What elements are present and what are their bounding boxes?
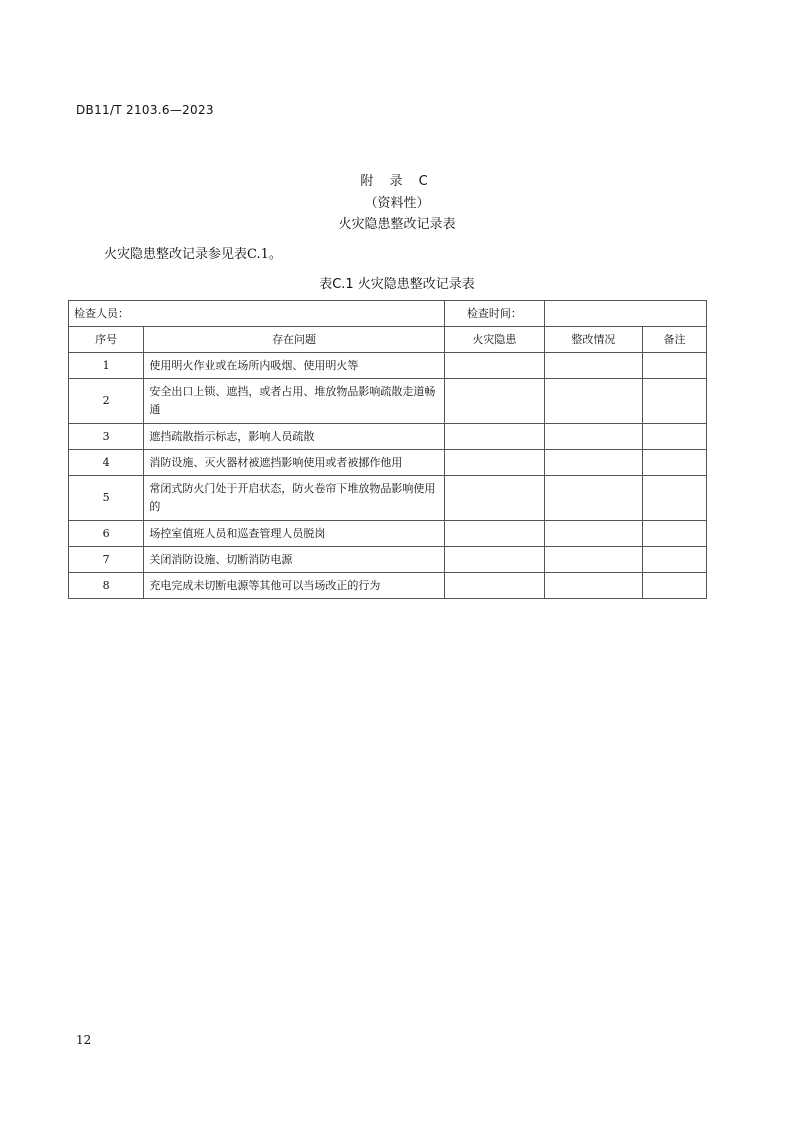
inspector-row: [69, 301, 707, 327]
table-row: [69, 353, 707, 379]
row-hazard-cell[interactable]: [444, 424, 544, 450]
row-seq: 7: [69, 547, 144, 573]
table-row: [69, 379, 707, 424]
table-row: [69, 424, 707, 450]
row-hazard-cell[interactable]: [444, 476, 544, 521]
row-issue: 常闭式防火门处于开启状态，防火卷帘下堆放物品影响使用的: [144, 476, 444, 521]
inspector-label: 检查人员：: [69, 301, 445, 327]
fire-hazard-record-table: [68, 300, 707, 599]
row-seq: 6: [69, 521, 144, 547]
row-issue: 遮挡疏散指示标志，影响人员疏散: [144, 424, 444, 450]
page-number: 12: [76, 1033, 92, 1047]
row-hazard-cell[interactable]: [444, 573, 544, 599]
annex-title: 附 录 C: [360, 174, 434, 189]
row-issue: 充电完成未切断电源等其他可以当场改正的行为: [144, 573, 444, 599]
annex-name: 火灾隐患整改记录表: [338, 217, 456, 232]
row-note-cell[interactable]: [642, 573, 706, 599]
column-header-hazard: 火灾隐患: [444, 327, 544, 353]
column-header-seq: 序号: [69, 327, 144, 353]
row-note-cell[interactable]: [642, 521, 706, 547]
row-status-cell[interactable]: [544, 547, 642, 573]
row-hazard-cell[interactable]: [444, 547, 544, 573]
row-status-cell[interactable]: [544, 476, 642, 521]
row-seq: 4: [69, 450, 144, 476]
row-status-cell[interactable]: [544, 353, 642, 379]
table-row: [69, 521, 707, 547]
row-status-cell[interactable]: [544, 379, 642, 424]
row-issue: 安全出口上锁、遮挡，或者占用、堆放物品影响疏散走道畅通: [144, 379, 444, 424]
row-note-cell[interactable]: [642, 353, 706, 379]
row-status-cell[interactable]: [544, 521, 642, 547]
row-seq: 8: [69, 573, 144, 599]
row-note-cell[interactable]: [642, 476, 706, 521]
row-issue: 关闭消防设施、切断消防电源: [144, 547, 444, 573]
column-header-status: 整改情况: [544, 327, 642, 353]
row-issue: 消防设施、灭火器材被遮挡影响使用或者被挪作他用: [144, 450, 444, 476]
row-note-cell[interactable]: [642, 424, 706, 450]
table-row: [69, 547, 707, 573]
row-hazard-cell[interactable]: [444, 379, 544, 424]
row-hazard-cell[interactable]: [444, 521, 544, 547]
inspection-time-label: 检查时间：: [444, 301, 544, 327]
header-row: [69, 327, 707, 353]
row-seq: 1: [69, 353, 144, 379]
table-row: [69, 450, 707, 476]
row-note-cell[interactable]: [642, 450, 706, 476]
row-status-cell[interactable]: [544, 573, 642, 599]
row-seq: 3: [69, 424, 144, 450]
row-status-cell[interactable]: [544, 424, 642, 450]
annex-subtitle: （资料性）: [364, 196, 430, 211]
row-hazard-cell[interactable]: [444, 353, 544, 379]
row-seq: 2: [69, 379, 144, 424]
row-status-cell[interactable]: [544, 450, 642, 476]
document-code: DB11/T 2103.6—2023: [76, 103, 214, 117]
table-row: [69, 476, 707, 521]
column-header-issue: 存在问题: [144, 327, 444, 353]
intro-paragraph: 火灾隐患整改记录参见表C.1。: [104, 247, 282, 262]
column-header-note: 备注: [642, 327, 706, 353]
table-row: [69, 573, 707, 599]
row-seq: 5: [69, 476, 144, 521]
row-note-cell[interactable]: [642, 379, 706, 424]
row-hazard-cell[interactable]: [444, 450, 544, 476]
row-issue: 使用明火作业或在场所内吸烟、使用明火等: [144, 353, 444, 379]
table-caption: 表C.1 火灾隐患整改记录表: [319, 277, 475, 292]
inspection-time-value[interactable]: [544, 301, 706, 327]
row-issue: 场控室值班人员和巡查管理人员脱岗: [144, 521, 444, 547]
row-note-cell[interactable]: [642, 547, 706, 573]
